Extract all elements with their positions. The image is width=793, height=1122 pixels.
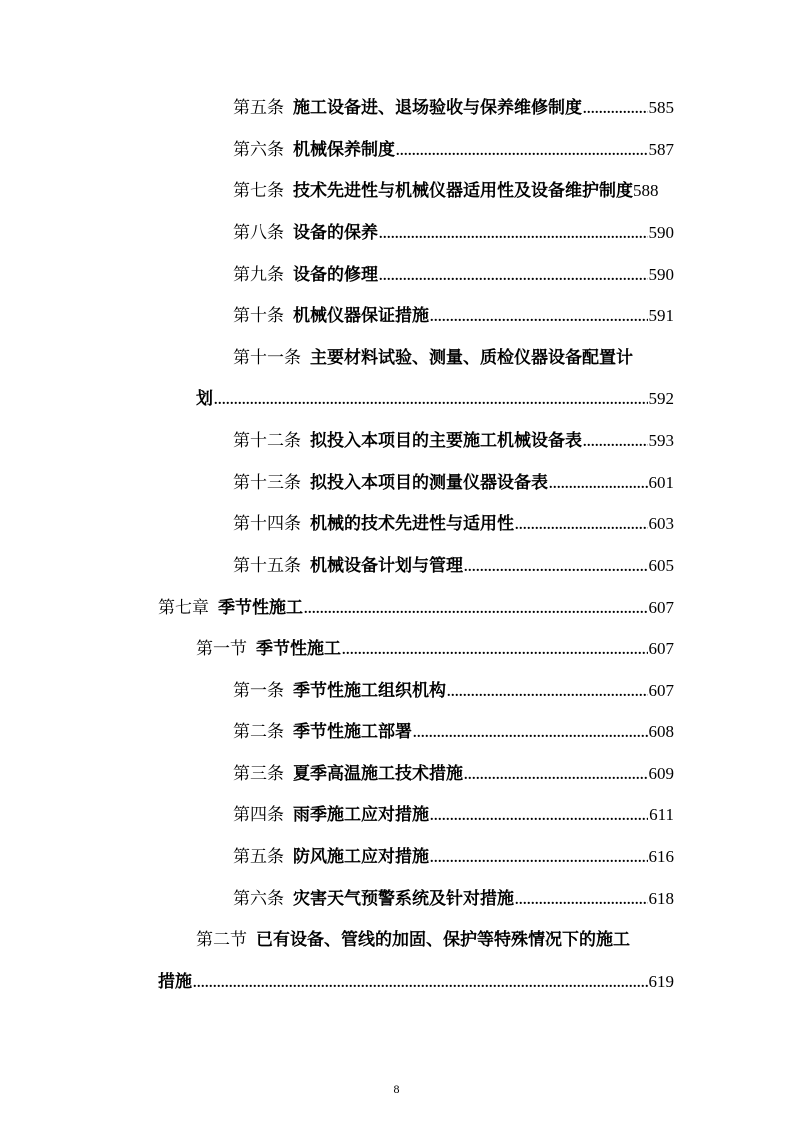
entry-page: 585 — [648, 98, 674, 117]
entry-number: 第四条 — [233, 805, 284, 825]
toc-entry[interactable] — [233, 131, 674, 161]
entry-title: 技术先进性与机械仪器适用性及设备维护制度 — [293, 181, 633, 201]
page-number: 8 — [393, 1082, 400, 1096]
entry-page: 587 — [648, 140, 674, 159]
entry-page: 592 — [648, 389, 674, 408]
entry-page: 591 — [648, 306, 674, 325]
entry-title: 拟投入本项目的主要施工机械设备表 — [310, 431, 582, 451]
entry-title: 施工设备进、退场验收与保养维修制度 — [293, 98, 582, 118]
entry-page: 603 — [648, 514, 674, 533]
dot-leader — [430, 846, 648, 868]
toc-entry[interactable] — [233, 297, 674, 327]
toc-entry[interactable] — [233, 755, 674, 785]
entry-number: 第二条 — [233, 722, 284, 742]
dot-leader — [304, 597, 648, 619]
entry-title: 季节性施工组织机构 — [293, 681, 446, 701]
entry-number: 第十二条 — [233, 431, 301, 451]
entry-page: 608 — [648, 722, 674, 741]
toc-section-continuation[interactable] — [158, 963, 674, 993]
toc-entry[interactable] — [233, 422, 674, 452]
entry-page: 588 — [633, 181, 659, 200]
toc-entry[interactable] — [233, 172, 703, 202]
entry-page: 607 — [648, 598, 674, 617]
entry-title: 拟投入本项目的测量仪器设备表 — [310, 473, 548, 493]
toc-entry[interactable] — [233, 464, 674, 494]
entry-number: 第二节 — [196, 930, 247, 950]
entry-number: 第十五条 — [233, 556, 301, 576]
dot-leader — [464, 763, 648, 785]
entry-title: 季节性施工 — [218, 598, 303, 618]
toc-section[interactable] — [196, 630, 674, 660]
entry-number: 第六条 — [233, 889, 284, 909]
entry-page: 618 — [648, 889, 674, 908]
toc-entry-continuation[interactable] — [196, 380, 674, 410]
toc-chapter[interactable] — [158, 589, 674, 619]
toc-entry[interactable] — [233, 713, 674, 743]
entry-title: 灾害天气预警系统及针对措施 — [293, 889, 514, 909]
entry-title: 机械保养制度 — [293, 140, 395, 160]
dot-leader — [214, 388, 648, 410]
entry-number: 第十一条 — [233, 348, 301, 368]
dot-leader — [515, 513, 648, 535]
entry-title: 机械的技术先进性与适用性 — [310, 514, 514, 534]
entry-page: 607 — [648, 639, 674, 658]
entry-title: 防风施工应对措施 — [293, 847, 429, 867]
entry-number: 第五条 — [233, 847, 284, 867]
dot-leader — [342, 638, 648, 660]
entry-number: 第一节 — [196, 639, 247, 659]
dot-leader — [193, 971, 648, 993]
entry-number: 第三条 — [233, 764, 284, 784]
dot-leader — [583, 97, 648, 119]
entry-page: 619 — [648, 972, 674, 991]
toc-entry[interactable] — [233, 547, 674, 577]
toc-section[interactable] — [196, 921, 674, 951]
entry-title: 设备的修理 — [293, 265, 378, 285]
toc-entry[interactable] — [233, 256, 674, 286]
entry-page: 590 — [648, 223, 674, 242]
toc-entry[interactable] — [233, 89, 674, 119]
entry-number: 第七章 — [158, 598, 209, 618]
toc-entry[interactable] — [233, 838, 674, 868]
dot-leader — [430, 305, 648, 327]
entry-title: 季节性施工部署 — [293, 722, 412, 742]
dot-leader — [549, 472, 648, 494]
dot-leader — [379, 264, 648, 286]
entry-number: 第八条 — [233, 223, 284, 243]
entry-number: 第十四条 — [233, 514, 301, 534]
dot-leader — [447, 680, 648, 702]
dot-leader — [396, 139, 648, 161]
entry-title: 雨季施工应对措施 — [293, 805, 429, 825]
toc-entry[interactable] — [233, 505, 674, 535]
entry-page: 616 — [648, 847, 674, 866]
dot-leader — [583, 430, 648, 452]
entry-number: 第五条 — [233, 98, 284, 118]
toc-entry[interactable] — [233, 214, 674, 244]
entry-title: 机械仪器保证措施 — [293, 306, 429, 326]
entry-page: 593 — [648, 431, 674, 450]
entry-title: 已有设备、管线的加固、保护等特殊情况下的施工 — [256, 930, 630, 950]
entry-number: 第十条 — [233, 306, 284, 326]
entry-title-continued: 划 — [196, 389, 213, 409]
dot-leader — [464, 555, 648, 577]
entry-title: 设备的保养 — [293, 223, 378, 243]
entry-page: 609 — [648, 764, 674, 783]
entry-page: 607 — [648, 681, 674, 700]
toc-entry[interactable] — [233, 880, 674, 910]
entry-page: 590 — [648, 265, 674, 284]
entry-number: 第一条 — [233, 681, 284, 701]
dot-leader — [379, 222, 648, 244]
toc-entry[interactable] — [233, 672, 674, 702]
entry-page: 601 — [648, 473, 674, 492]
entry-number: 第六条 — [233, 140, 284, 160]
entry-page: 605 — [648, 556, 674, 575]
dot-leader — [413, 721, 648, 743]
entry-number: 第七条 — [233, 181, 284, 201]
entry-page: 611 — [649, 805, 674, 824]
entry-number: 第十三条 — [233, 473, 301, 493]
dot-leader — [515, 888, 648, 910]
entry-title: 季节性施工 — [256, 639, 341, 659]
entry-title: 机械设备计划与管理 — [310, 556, 463, 576]
entry-number: 第九条 — [233, 265, 284, 285]
toc-entry[interactable] — [233, 339, 674, 369]
entry-title: 夏季高温施工技术措施 — [293, 764, 463, 784]
toc-entry[interactable] — [233, 796, 674, 826]
entry-title-continued: 措施 — [158, 972, 192, 992]
entry-title: 主要材料试验、测量、质检仪器设备配置计 — [310, 348, 633, 368]
dot-leader — [430, 804, 648, 826]
